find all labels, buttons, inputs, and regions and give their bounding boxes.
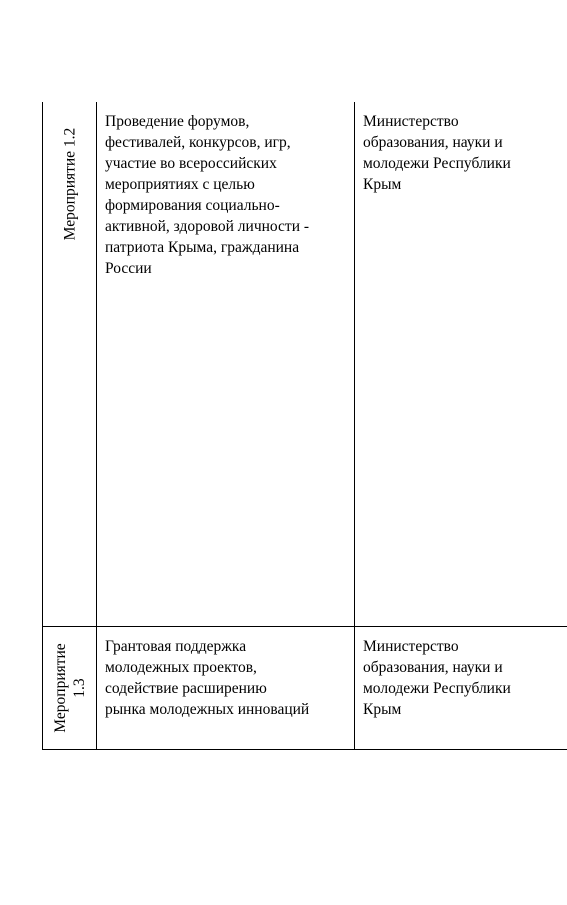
event-description-cell: [97, 102, 355, 627]
event-number-cell: [42, 102, 97, 627]
responsible-executor-cell: [355, 627, 567, 749]
responsible-executor-cell: [355, 102, 567, 627]
table-row: [42, 102, 567, 627]
event-description-text: Грантовая поддержка молодежных проектов, содействие расширению рынка молодежных инноваций: [105, 638, 310, 718]
event-number-label: Мероприятие 1.3: [51, 643, 88, 733]
event-description-text: Проведение форумов, фестивалей, конкурсов, игр, участие во всероссийских мероприятиях с целью формирования социально- активной, здоровой личности - патриота Крыма, гражданина России: [105, 113, 310, 277]
event-number-cell: [42, 627, 97, 749]
event-number-label: Мероприятие 1.2: [61, 127, 78, 241]
responsible-executor-text: Министерство образования, науки и молодежи Республики Крым: [363, 638, 511, 718]
table-row: [42, 626, 567, 750]
event-description-cell: [97, 627, 355, 749]
responsible-executor-text: Министерство образования, науки и молодежи Республики Крым: [363, 113, 511, 193]
